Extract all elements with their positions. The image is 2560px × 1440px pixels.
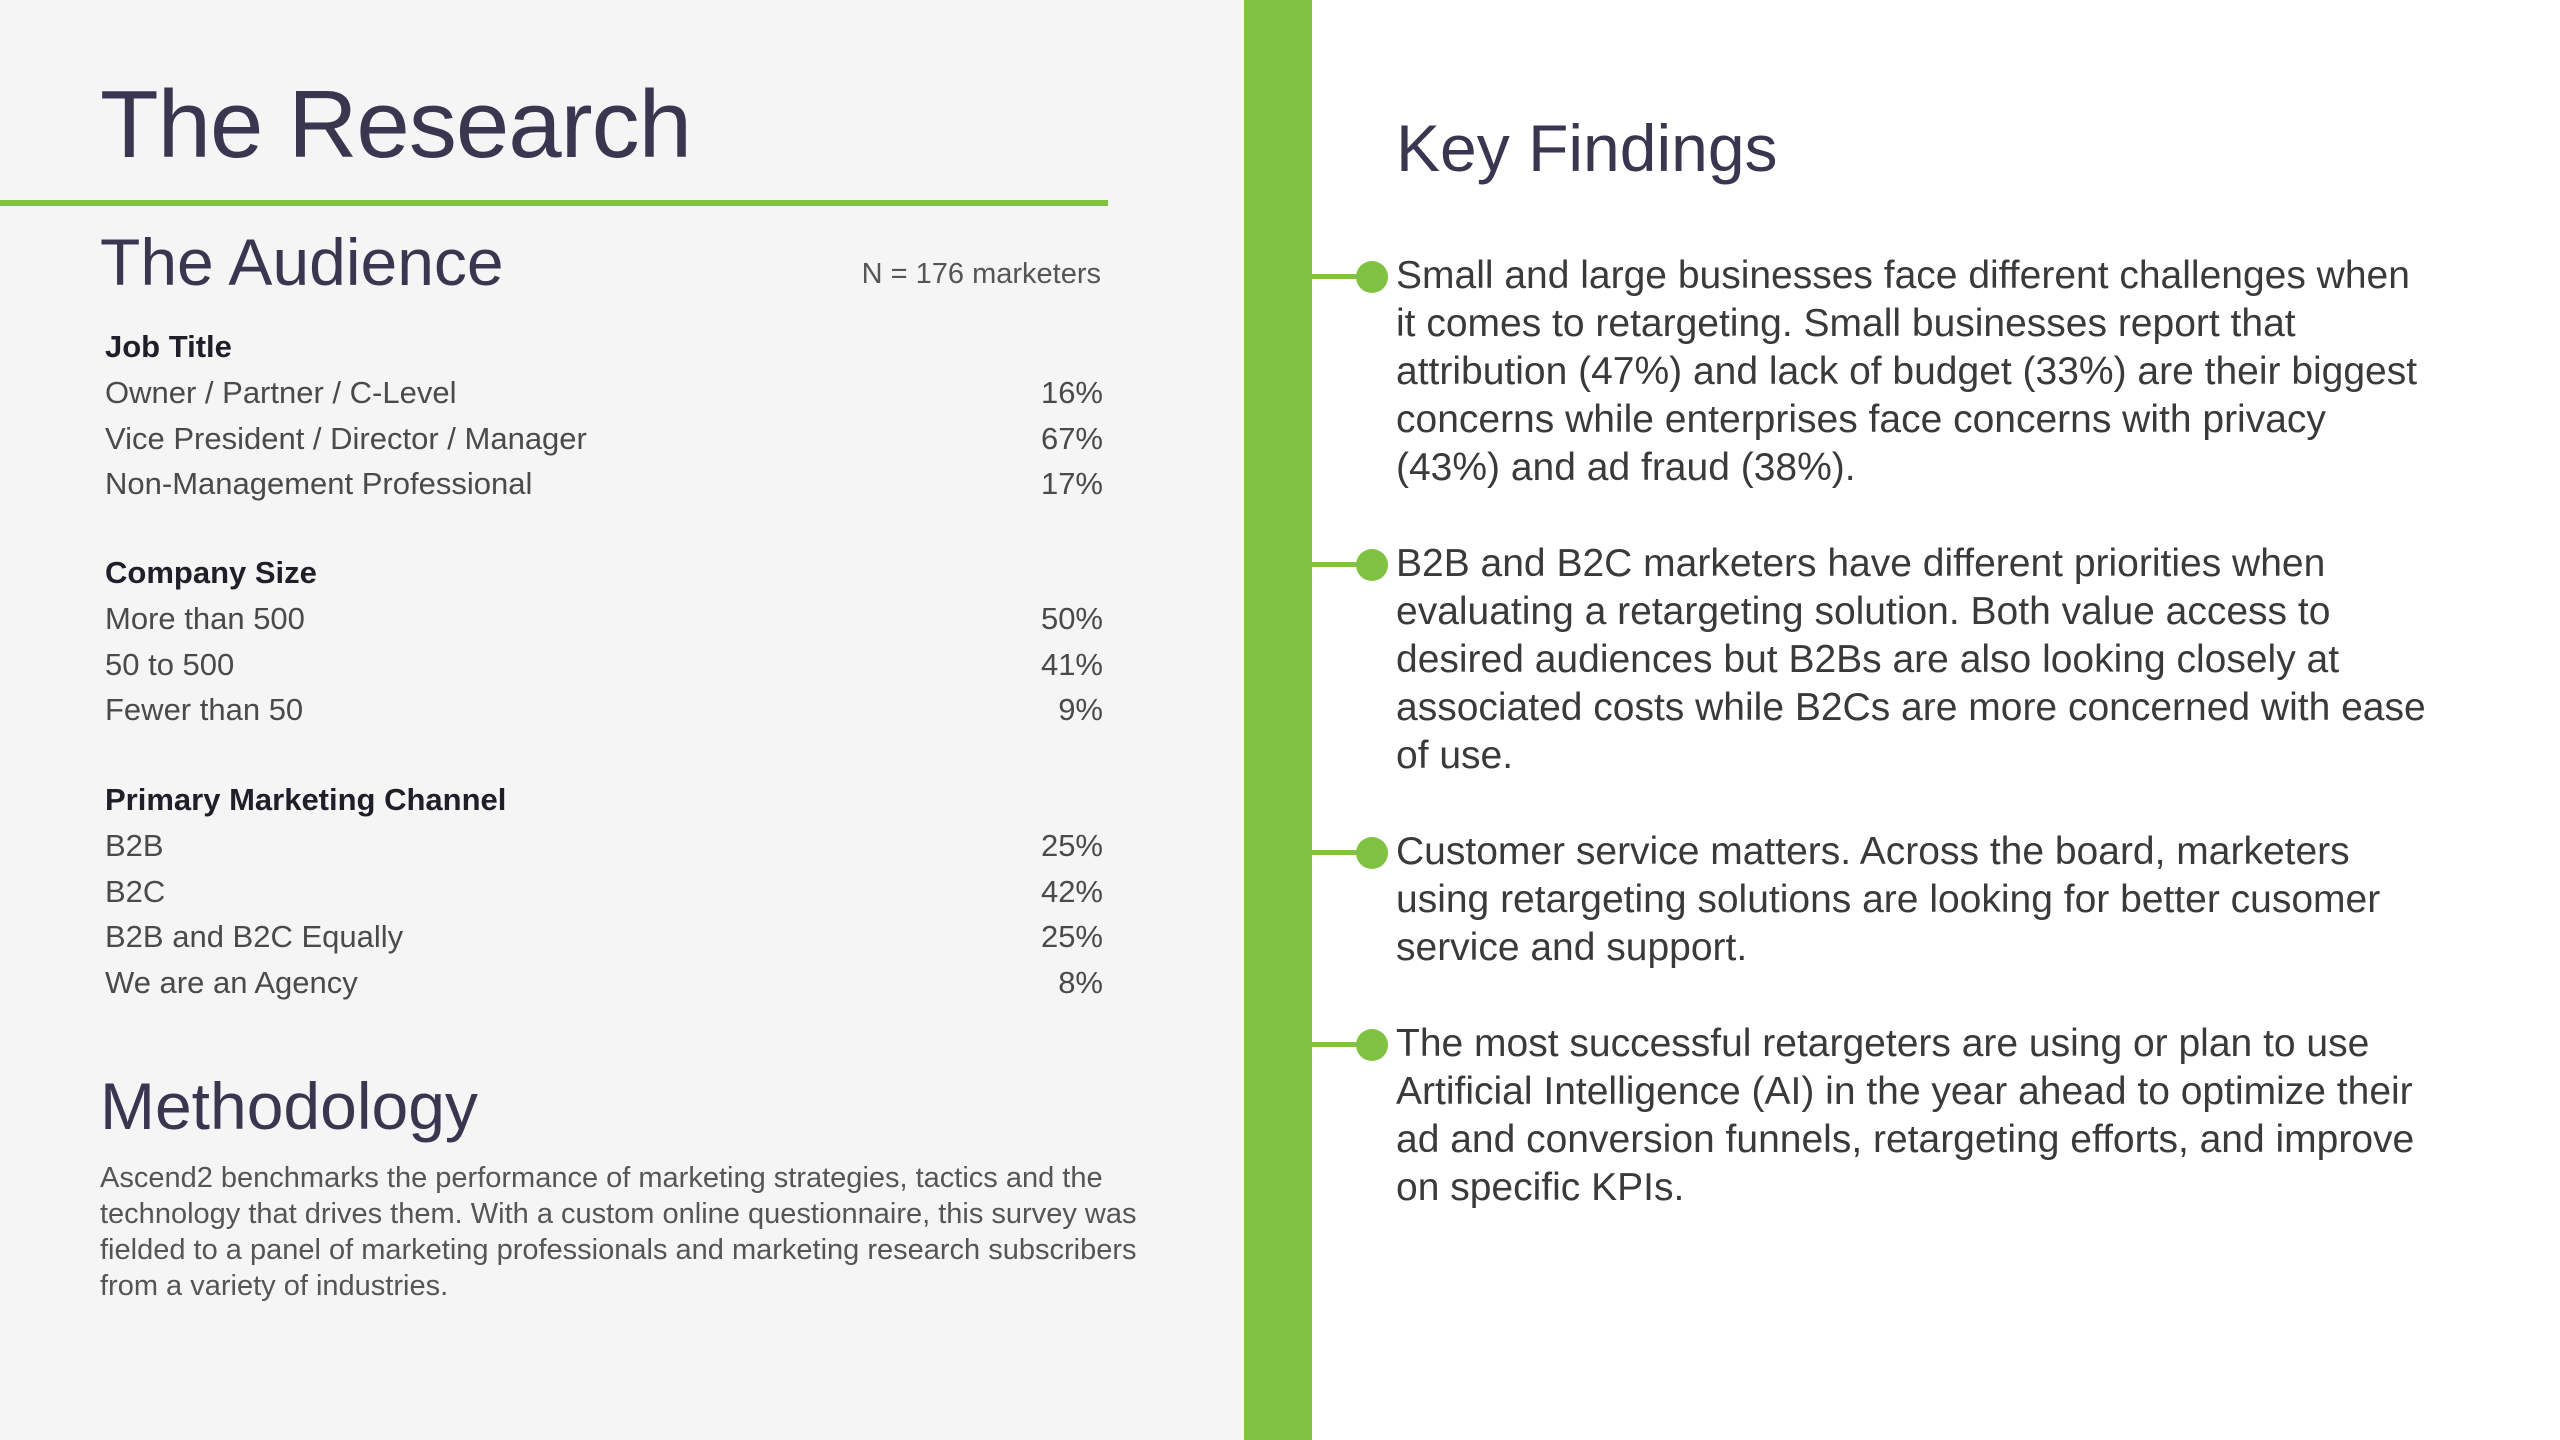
row-value: 8% xyxy=(1058,964,1103,1000)
channel-row xyxy=(105,869,1103,915)
row-value: 50% xyxy=(1040,601,1103,636)
company-size-row xyxy=(105,596,1103,642)
finding-text: Customer service matters. Across the board, marketers using retargeting solutions are looking for better cusomer service and support. xyxy=(1396,830,2381,969)
channel-row xyxy=(105,823,1103,869)
row-value: 9% xyxy=(1058,692,1103,727)
row-label: B2C xyxy=(105,873,166,909)
bullet-dot-icon xyxy=(1356,261,1388,293)
channel-row xyxy=(105,960,1103,1006)
row-value: 42% xyxy=(1040,873,1103,909)
row-label: We are an Agency xyxy=(105,964,358,1000)
methodology-text: Ascend2 benchmarks the performance of marketing strategies, tactics and the technology that drives them. With a custom online questionnaire, this survey was fielded to a panel of marketing professionals and marketing research subscribers from a variety of industries. xyxy=(100,1162,1137,1302)
row-label: Non-Management Professional xyxy=(105,466,533,501)
row-label: Owner / Partner / C-Level xyxy=(105,375,457,410)
connector-line xyxy=(1312,274,1362,279)
finding-text: The most successful retargeters are using or plan to use Artificial Intelligence (AI) in the year ahead to optimize their ad and conversion funnels, retargeting efforts, and improve on specific KPIs. xyxy=(1396,1022,2415,1209)
accent-bar xyxy=(1244,0,1312,1440)
page-title: The Research xyxy=(100,71,691,178)
row-label: B2B xyxy=(105,828,164,863)
marketing-channel-label: Primary Marketing Channel xyxy=(105,782,507,817)
job-title-section xyxy=(105,324,1103,507)
bullet-dot-icon xyxy=(1356,837,1388,869)
row-label: 50 to 500 xyxy=(105,646,235,682)
finding-text: B2B and B2C marketers have different priorities when evaluating a retargeting solution. Both value access to desired audiences but B2Bs are also looking closely at associated costs while B2Cs are more concerned with ease of use. xyxy=(1396,542,2426,777)
finding-item xyxy=(1396,252,2436,492)
finding-item xyxy=(1396,828,2436,972)
methodology-heading: Methodology xyxy=(100,1069,478,1143)
company-size-row xyxy=(105,642,1103,688)
row-value: 17% xyxy=(1040,466,1103,501)
job-title-label: Job Title xyxy=(105,329,232,364)
bullet-dot-icon xyxy=(1356,1029,1388,1061)
row-value: 41% xyxy=(1040,646,1103,682)
company-size-row xyxy=(105,687,1103,733)
bullet-dot-icon xyxy=(1356,549,1388,581)
title-divider xyxy=(0,200,1108,206)
finding-item xyxy=(1396,1020,2436,1212)
sample-size-label: N = 176 marketers xyxy=(861,258,1101,290)
row-value: 67% xyxy=(1040,420,1103,456)
row-label: Vice President / Director / Manager xyxy=(105,420,587,456)
research-panel xyxy=(0,0,1244,1440)
row-label: More than 500 xyxy=(105,601,305,636)
row-value: 25% xyxy=(1040,828,1103,863)
job-title-row xyxy=(105,370,1103,416)
marketing-channel-section xyxy=(105,777,1103,1005)
company-size-section xyxy=(105,550,1103,733)
channel-row xyxy=(105,914,1103,960)
row-label: Fewer than 50 xyxy=(105,692,304,727)
finding-text: Small and large businesses face different challenges when it comes to retargeting. Small businesses report that attribution (47%) and lack of budget (33%) are their biggest concerns while enterprises face concerns with privacy (43%) and ad fraud (38%). xyxy=(1396,254,2418,489)
job-title-row xyxy=(105,416,1103,462)
audience-heading: The Audience xyxy=(100,225,504,299)
connector-line xyxy=(1312,850,1362,855)
connector-line xyxy=(1312,562,1362,567)
finding-item xyxy=(1396,540,2436,780)
row-value: 16% xyxy=(1040,375,1103,410)
row-value: 25% xyxy=(1040,919,1103,954)
row-label: B2B and B2C Equally xyxy=(105,919,404,954)
job-title-row xyxy=(105,461,1103,507)
findings-heading: Key Findings xyxy=(1396,111,1778,185)
company-size-label: Company Size xyxy=(105,555,317,590)
connector-line xyxy=(1312,1042,1362,1047)
